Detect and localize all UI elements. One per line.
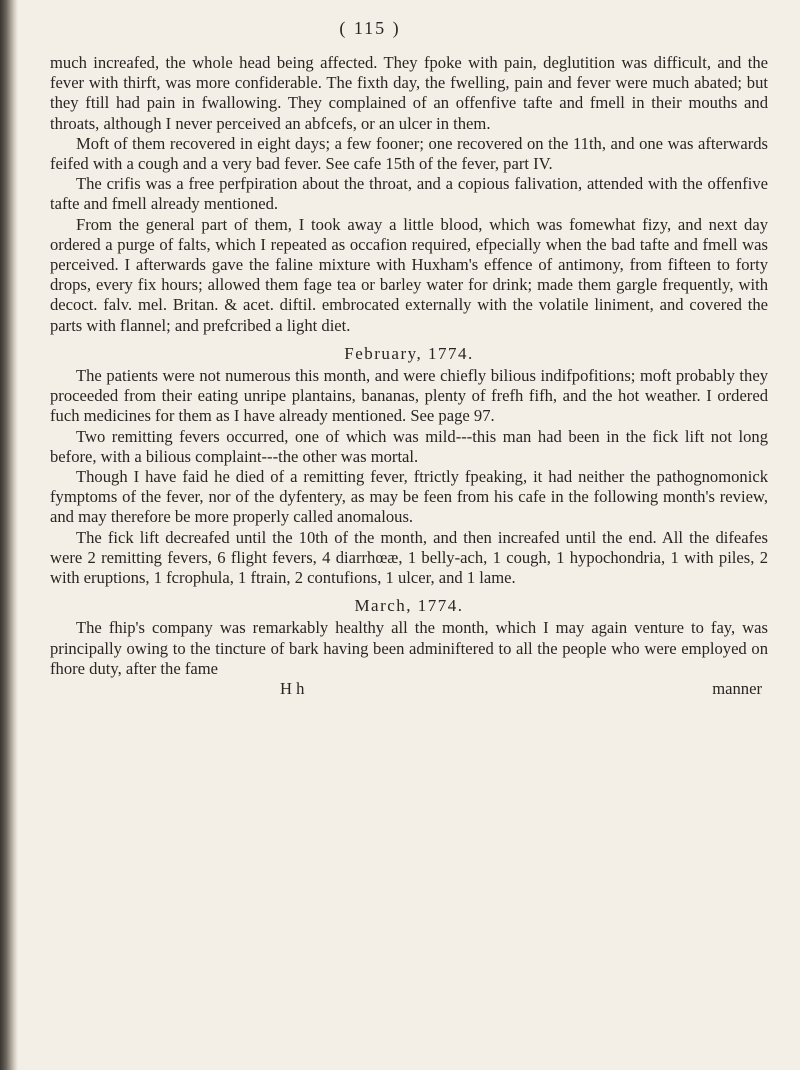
paragraph: The fhip's company was remarkably healthy all the month, which I may again venture to fay, was principally owing to the tincture of bark having been adminiftered to all the people who were employed on fhore duty, after the fame (50, 618, 768, 678)
section-heading-february: February, 1774. (344, 343, 474, 363)
paragraph: The fick lift decreafed until the 10th of the month, and then increafed until the end. All the difeafes were 2 remitting fevers, 6 flight fevers, 4 diarrhœæ, 1 belly-ach, 1 cough, 1 hypochondria, 1 with piles, 2 with eruptions, 1 fcrophula, 1 ftrain, 2 contufions, 1 ulcer, and 1 lame. (50, 527, 768, 588)
paragraph: The crifis was a free perfpiration about the throat, and a copious falivation, attended with the offenfive tafte and fmell already mentioned. (50, 174, 768, 214)
paragraph: Moft of them recovered in eight days; a few fooner; one recovered on the 11th, and one was afterwards feifed with a cough and a very bad fever. See cafe 15th of the fever, part IV. (50, 133, 768, 174)
section-heading-march: March, 1774. (354, 596, 464, 616)
catchword: manner (712, 679, 762, 699)
catchline (50, 679, 768, 699)
page-number: ( 115 ) (339, 18, 401, 38)
paragraph: The patients were not numerous this month, and were chiefly bilious indifpofitions; moft probably they proceeded from their eating unripe plantains, bananas, plenty of frefh fifh, and the hot weather. I ordered fuch medicines for them as I have already mentioned. See page 97. (50, 366, 768, 426)
signature-mark: H h (280, 679, 305, 699)
page-body (50, 53, 768, 699)
paragraph: much increafed, the whole head being affected. They fpoke with pain, deglutition was difficult, and the fever with thirft, was more confiderable. The fixth day, the fwelling, pain and fever were much abated; but they ftill had pain in fwallowing. They complained of an offenfive tafte and fmell in their mouths and throats, although I never perceived an abfcefs, or an ulcer in them. (50, 53, 768, 133)
book-gutter (0, 0, 18, 1070)
paragraph: From the general part of them, I took away a little blood, which was fomewhat fizy, and next day ordered a purge of falts, which I repeated as occafion required, efpecially when the bad tafte and fmell was perceived. I afterwards gave the faline mixture with Huxham's effence of antimony, from fifteen to forty drops, every fix hours; allowed them fage tea or barley water for drink; made them gargle frequently, with decoct. falv. mel. Britan. & acet. diftil. embrocated externally with the volatile liniment, and covered the parts with flannel; and prefcribed a light diet. (50, 214, 768, 335)
paragraph: Though I have faid he died of a remitting fever, ftrictly fpeaking, it had neither the pathognomonick fymptoms of the fever, nor of the dyfentery, as may be feen from his cafe in the following month's review, and may therefore be more properly called anomalous. (50, 467, 768, 527)
paragraph: Two remitting fevers occurred, one of which was mild---this man had been in the fick lift not long before, with a bilious complaint---the other was mortal. (50, 426, 768, 466)
